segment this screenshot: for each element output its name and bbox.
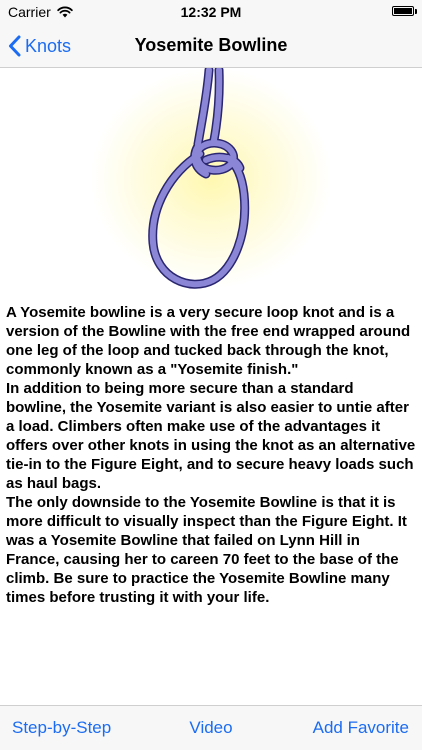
back-button-label: Knots — [25, 35, 72, 56]
battery-level — [394, 8, 412, 14]
video-button[interactable]: Video — [189, 718, 233, 737]
description-paragraph: In addition to being more secure than a standard bowline, the Yosemite variant is also easier to untie after a load. Climbers often make use of the advantages it offers over other knots in using the knot as an alternative tie-in to the Figure Eight, and to secure heavy loads such as haul bags. — [6, 380, 416, 492]
description-paragraph: The only downside to the Yosemite Bowline is that it is more difficult to visually inspect than the Figure Eight. It was a Yosemite Bowline that failed on Lynn Hill in France, causing her to careen 70 feet to the base of the climb. Be sure to practice the Yosemite Bowline many times before trusting it with your life. — [6, 494, 407, 606]
navigation-bar — [0, 24, 422, 68]
page-title: Yosemite Bowline — [134, 35, 288, 55]
battery-icon — [392, 6, 414, 16]
status-time: 12:32 PM — [180, 4, 242, 20]
yosemite-bowline-knot-image — [0, 68, 422, 296]
status-bar — [0, 0, 422, 24]
bottom-toolbar — [0, 705, 422, 750]
step-by-step-button[interactable]: Step-by-Step — [12, 718, 112, 737]
add-favorite-button[interactable]: Add Favorite — [312, 718, 409, 737]
knot-illustration — [0, 68, 422, 296]
carrier-label: Carrier — [8, 4, 51, 20]
description-paragraph: A Yosemite bowline is a very secure loop knot and is a version of the Bowline with the free end wrapped around one leg of the loop and tucked back through the knot, commonly known as a "Yosemite finish." — [6, 304, 411, 378]
knot-description — [6, 303, 416, 607]
